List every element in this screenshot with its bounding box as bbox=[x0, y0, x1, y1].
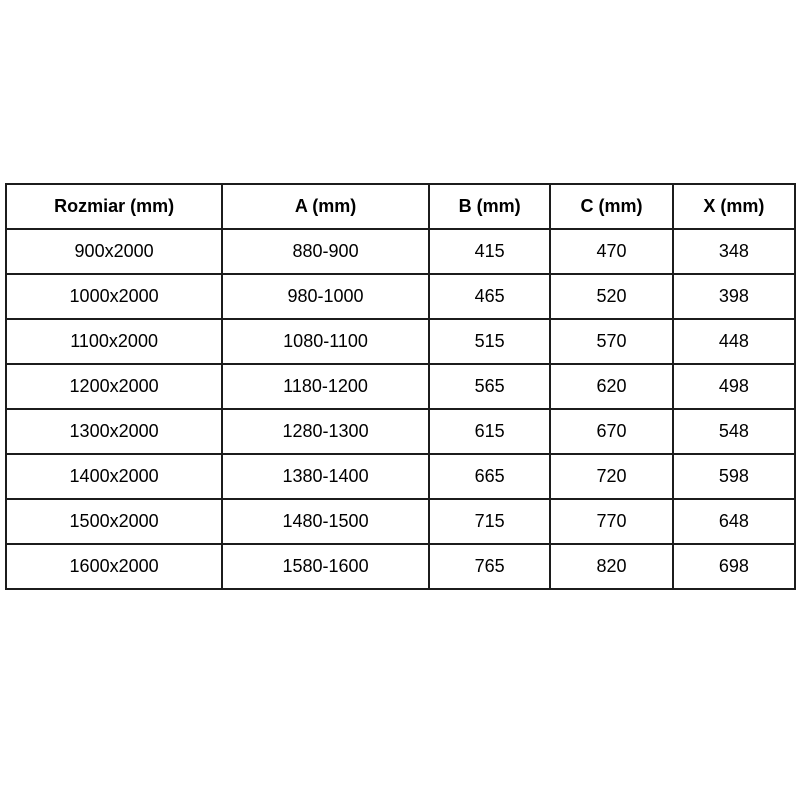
column-header-b: B (mm) bbox=[429, 184, 551, 229]
table-cell: 880-900 bbox=[222, 229, 429, 274]
table-cell: 1600x2000 bbox=[6, 544, 222, 589]
table-cell: 565 bbox=[429, 364, 551, 409]
table-cell: 548 bbox=[673, 409, 795, 454]
table-cell: 765 bbox=[429, 544, 551, 589]
table-cell: 348 bbox=[673, 229, 795, 274]
size-spec-table bbox=[5, 183, 796, 590]
table-row bbox=[6, 274, 795, 319]
table-cell: 448 bbox=[673, 319, 795, 364]
table-row bbox=[6, 544, 795, 589]
table-row bbox=[6, 229, 795, 274]
table-cell: 1080-1100 bbox=[222, 319, 429, 364]
table-cell: 1500x2000 bbox=[6, 499, 222, 544]
table-row bbox=[6, 364, 795, 409]
table-cell: 570 bbox=[550, 319, 672, 364]
table-cell: 598 bbox=[673, 454, 795, 499]
table-row bbox=[6, 454, 795, 499]
column-header-rozmiar: Rozmiar (mm) bbox=[6, 184, 222, 229]
table-cell: 665 bbox=[429, 454, 551, 499]
table-cell: 1180-1200 bbox=[222, 364, 429, 409]
table-row bbox=[6, 319, 795, 364]
column-header-a: A (mm) bbox=[222, 184, 429, 229]
table-cell: 820 bbox=[550, 544, 672, 589]
table-cell: 1280-1300 bbox=[222, 409, 429, 454]
table-cell: 670 bbox=[550, 409, 672, 454]
table-cell: 470 bbox=[550, 229, 672, 274]
table-cell: 1580-1600 bbox=[222, 544, 429, 589]
table-cell: 615 bbox=[429, 409, 551, 454]
table-cell: 1100x2000 bbox=[6, 319, 222, 364]
table-cell: 1380-1400 bbox=[222, 454, 429, 499]
table-header bbox=[6, 184, 795, 229]
table-cell: 415 bbox=[429, 229, 551, 274]
table-cell: 1480-1500 bbox=[222, 499, 429, 544]
table-cell: 398 bbox=[673, 274, 795, 319]
table-cell: 715 bbox=[429, 499, 551, 544]
table-cell: 770 bbox=[550, 499, 672, 544]
table-cell: 515 bbox=[429, 319, 551, 364]
table-cell: 498 bbox=[673, 364, 795, 409]
column-header-c: C (mm) bbox=[550, 184, 672, 229]
column-header-x: X (mm) bbox=[673, 184, 795, 229]
table-cell: 1400x2000 bbox=[6, 454, 222, 499]
table-cell: 1200x2000 bbox=[6, 364, 222, 409]
table-cell: 465 bbox=[429, 274, 551, 319]
table-cell: 620 bbox=[550, 364, 672, 409]
table-cell: 980-1000 bbox=[222, 274, 429, 319]
table-cell: 900x2000 bbox=[6, 229, 222, 274]
header-row bbox=[6, 184, 795, 229]
table-cell: 648 bbox=[673, 499, 795, 544]
table-cell: 1000x2000 bbox=[6, 274, 222, 319]
table-cell: 698 bbox=[673, 544, 795, 589]
table-cell: 1300x2000 bbox=[6, 409, 222, 454]
table-cell: 520 bbox=[550, 274, 672, 319]
table-cell: 720 bbox=[550, 454, 672, 499]
table-row bbox=[6, 499, 795, 544]
table-body bbox=[6, 229, 795, 589]
table-row bbox=[6, 409, 795, 454]
